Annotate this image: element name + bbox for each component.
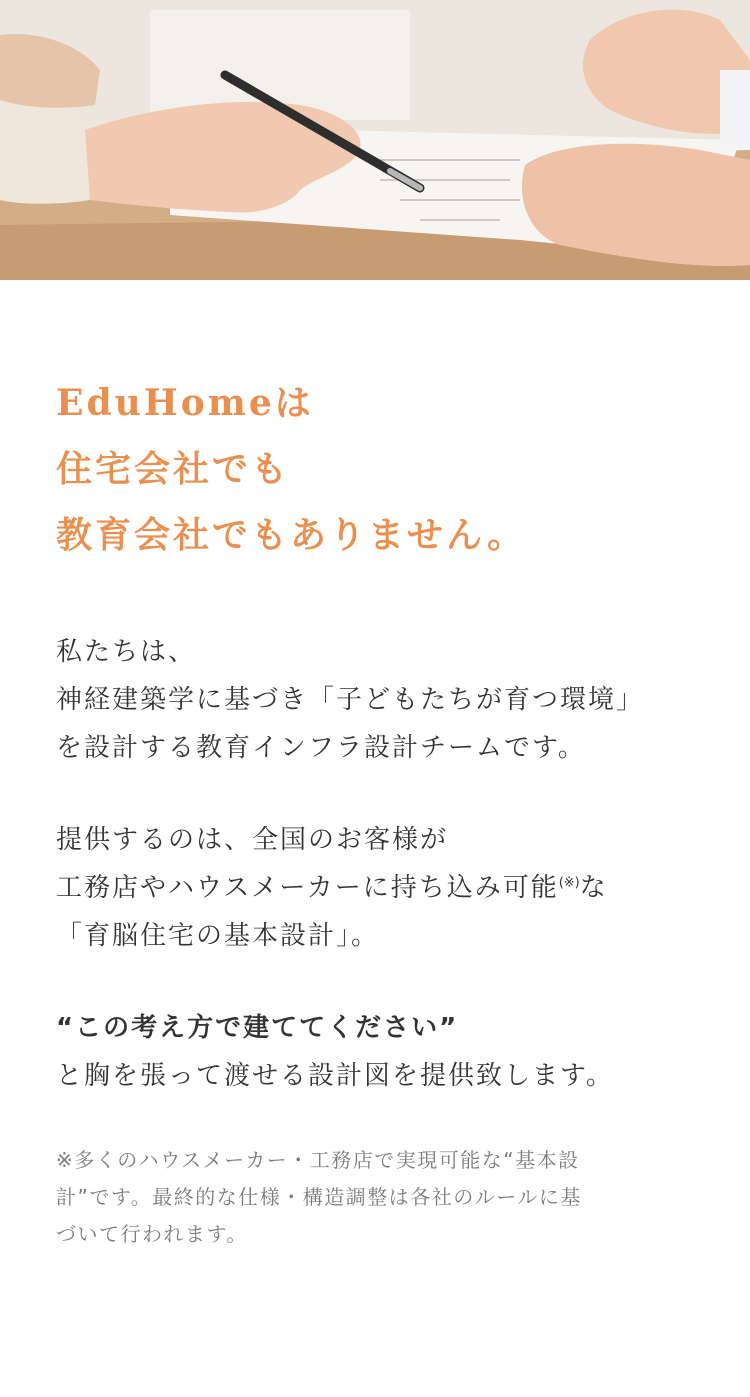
footnote-line-3: づいて行われます。 bbox=[56, 1222, 248, 1246]
main-content bbox=[0, 280, 750, 1253]
offer-line-3: 「育脳住宅の基本設計」。 bbox=[56, 921, 380, 951]
promise-paragraph bbox=[56, 1004, 694, 1100]
offer-line-2 bbox=[56, 864, 694, 912]
footnote-marker: (※) bbox=[558, 875, 580, 891]
headline-line-1: EduHomeは bbox=[56, 382, 314, 424]
footnote bbox=[56, 1142, 694, 1253]
hero-image bbox=[0, 0, 750, 280]
hero-illustration bbox=[0, 0, 750, 280]
promise-line-2: と胸を張って渡せる設計図を提供致します。 bbox=[56, 1061, 614, 1091]
promise-emphasis: “この考え方で建ててください” bbox=[56, 1013, 459, 1043]
headline-line-2: 住宅会社でも bbox=[56, 448, 291, 490]
offer-line-2-tail: な bbox=[579, 873, 608, 903]
offer-line-1: 提供するのは、全国のお客様が bbox=[56, 825, 449, 855]
footnote-line-2: 計”です。最終的な仕様・構造調整は各社のルールに基 bbox=[56, 1185, 582, 1209]
headline bbox=[56, 370, 694, 568]
offer-line-2-text: 工務店やハウスメーカーに持ち込み可能 bbox=[56, 873, 559, 903]
intro-line-2: 神経建築学に基づき「子どもたちが育つ環境」 bbox=[56, 685, 645, 715]
offer-paragraph bbox=[56, 816, 694, 960]
intro-line-3: を設計する教育インフラ設計チームです。 bbox=[56, 733, 586, 763]
intro-paragraph bbox=[56, 628, 694, 772]
intro-line-1: 私たちは、 bbox=[56, 637, 197, 667]
footnote-line-1: ※多くのハウスメーカー・工務店で実現可能な“基本設 bbox=[56, 1148, 580, 1172]
headline-line-3: 教育会社でもありません。 bbox=[56, 514, 527, 556]
